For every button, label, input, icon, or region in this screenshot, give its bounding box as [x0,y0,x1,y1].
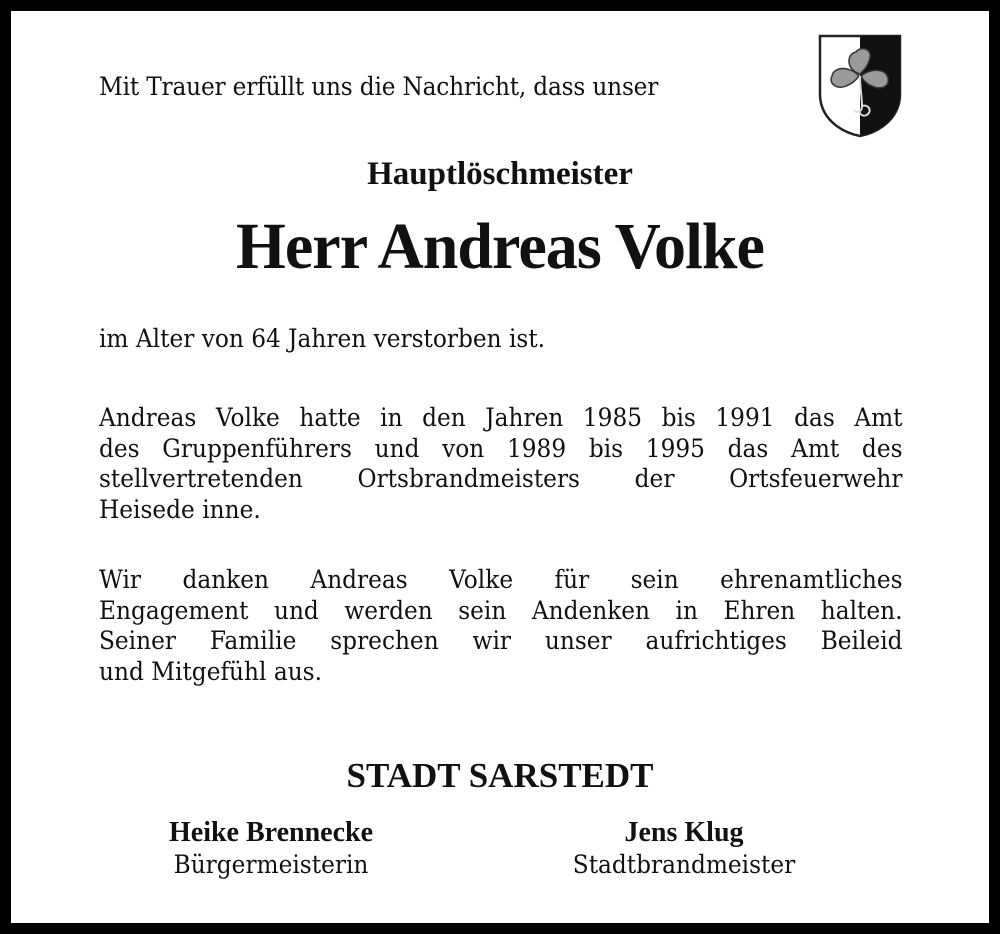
paragraph-line: Andreas Volke hatte in den Jahren 1985 bis 1991 das Amt [99,403,903,432]
signatory-name: Jens Klug [624,817,744,848]
paragraph-line: des Gruppenführers und von 1989 bis 1995 das Amt des [99,433,903,463]
signatory-name: Heike Brennecke [168,817,373,848]
rank-title: Hauptlöschmeister [367,156,633,192]
coat-of-arms-icon [816,32,904,138]
paragraph-line: und Mitgefühl aus. [99,656,322,686]
paragraph-line: Wir danken Andreas Volke für sein ehrenamtliches [99,565,903,594]
service-paragraph [99,403,903,525]
signatory-role: Stadtbrandmeister [572,850,796,879]
age-line: im Alter von 64 Jahren verstorben ist. [99,324,546,353]
paragraph-line: Heisede inne. [99,494,261,524]
signatory-fire-chief [524,816,844,880]
paragraph-line: Seiner Familie sprechen wir unser aufrichtiges Beileid [99,626,903,655]
condolence-paragraph [99,565,903,687]
paragraph-line: Engagement und werden sein Andenken in Ehren halten. [99,595,903,625]
signatory-role: Bürgermeisterin [173,850,369,879]
organization-name: STADT SARSTEDT [346,756,654,795]
intro-text: Mit Trauer erfüllt uns die Nachricht, dass unser [99,72,659,101]
paragraph-line: stellvertretenden Ortsbrandmeisters der Ortsfeuerwehr [99,464,903,493]
deceased-name: Herr Andreas Volke [236,210,764,283]
signatory-mayor [111,816,431,880]
